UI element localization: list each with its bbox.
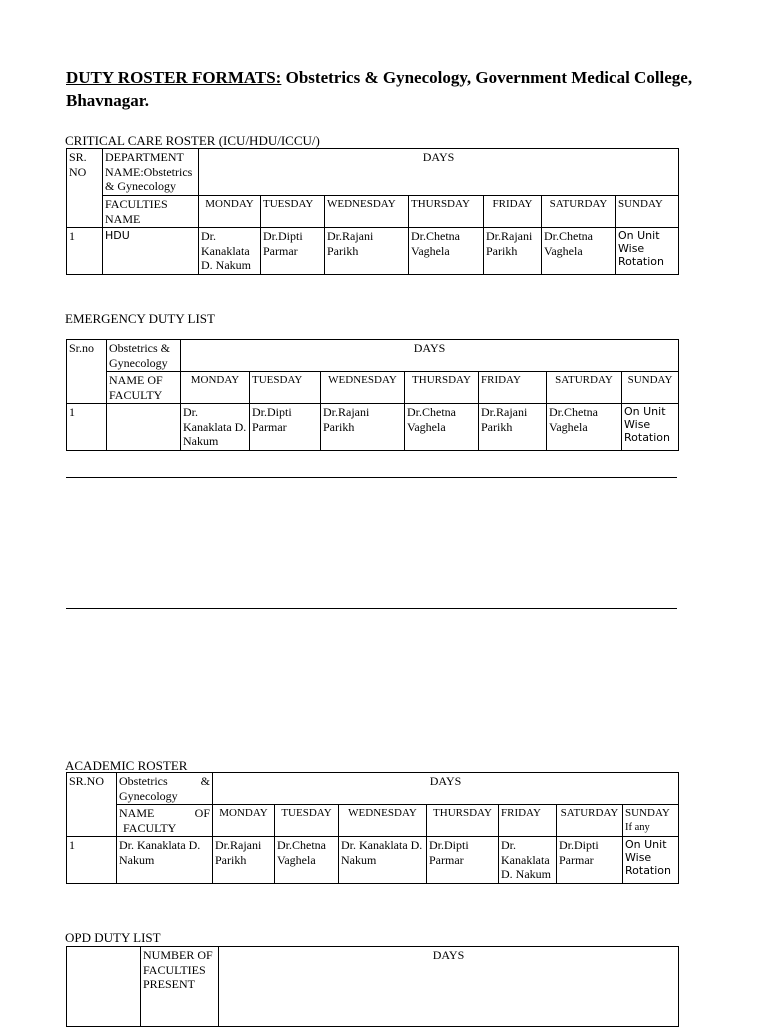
day-saturday: SATURDAY [547,372,622,404]
table-row [67,196,679,228]
day-friday: FRIDAY [484,196,542,228]
opd-empty-cell [67,947,141,1027]
duty-cell: Dr.Rajani Parikh [484,228,542,275]
sr-header: SR.NO [67,773,117,837]
day-wednesday: WEDNESDAY [339,805,427,837]
academic-roster-label: ACADEMIC ROSTER [65,758,188,773]
dept-word-1: Obstetrics [119,774,168,788]
sr-cell: 1 [67,228,103,275]
sr-header: Sr.no [67,340,107,404]
title-underlined: DUTY ROSTER FORMATS: [66,68,282,87]
dept-word-3: Gynecology [119,788,178,803]
day-sunday: SUNDAY [622,372,679,404]
faculty-word-1: NAME [119,806,155,820]
table-row [67,837,679,884]
days-header: DAYS [213,773,679,805]
days-header: DAYS [181,340,679,372]
day-saturday: SATURDAY [542,196,616,228]
sr-cell: 1 [67,404,107,451]
day-sunday [623,805,679,837]
duty-cell: On Unit Wise Rotation [616,228,679,275]
table-row [67,228,679,275]
sr-header: SR. NO [67,149,103,228]
name-cell: Dr. Kanaklata D. Nakum [117,837,213,884]
department-header: DEPARTMENT NAME:Obstetrics & Gynecology [103,149,199,196]
name-cell [107,404,181,451]
table-row [67,805,679,837]
duty-cell: Dr.Rajani Parikh [321,404,405,451]
duty-cell: On Unit Wise Rotation [622,404,679,451]
day-saturday: SATURDAY [557,805,623,837]
faculty-header [117,805,213,837]
title-rest: Obstetrics & Gynecology, Government Medical College, Bhavnagar. [66,68,693,110]
duty-cell: Dr.Dipti Parmar [261,228,325,275]
critical-care-table [66,148,679,275]
sunday-note: If any [625,821,650,833]
days-header: DAYS [219,947,679,1027]
duty-cell: Dr.Chetna Vaghela [547,404,622,451]
day-monday: MONDAY [213,805,275,837]
faculty-header: NAME OF FACULTY [107,372,181,404]
opd-duty-label: OPD DUTY LIST [65,930,161,945]
duty-cell: Dr.Dipti Parmar [427,837,499,884]
duty-cell: Dr.Rajani Parikh [213,837,275,884]
day-wednesday: WEDNESDAY [321,372,405,404]
dept-word-2: & [200,774,210,788]
day-tuesday: TUESDAY [275,805,339,837]
duty-cell: Dr.Chetna Vaghela [542,228,616,275]
day-thursday: THURSDAY [409,196,484,228]
department-header: Obstetrics & Gynecology [107,340,181,372]
duty-cell: Dr. Kanaklata D. Nakum [181,404,250,451]
duty-cell: Dr. Kanaklata D. Nakum [199,228,261,275]
table-row [67,149,679,196]
duty-cell: Dr.Chetna Vaghela [409,228,484,275]
duty-cell: Dr. Kanaklata D. Nakum [499,837,557,884]
duty-cell: Dr.Dipti Parmar [557,837,623,884]
unit-cell: HDU [103,228,199,275]
faculty-word-3: FACULTY [123,820,177,835]
page-title [66,66,706,112]
duty-cell: On Unit Wise Rotation [623,837,679,884]
day-sunday: SUNDAY [616,196,679,228]
day-thursday: THURSDAY [405,372,479,404]
emergency-duty-table [66,339,679,451]
table-row [67,773,679,805]
faculties-header: FACULTIES NAME [103,196,199,228]
duty-cell: Dr.Rajani Parikh [479,404,547,451]
faculty-word-2: OF [194,806,210,820]
day-monday: MONDAY [199,196,261,228]
days-header: DAYS [199,149,679,196]
faculties-present-header: NUMBER OF FACULTIES PRESENT [141,947,219,1027]
day-wednesday: WEDNESDAY [325,196,409,228]
day-sunday-label: SUNDAY [625,807,670,819]
table-row [67,340,679,372]
duty-cell: Dr.Rajani Parikh [325,228,409,275]
opd-duty-table [66,946,679,1027]
divider-line [66,477,677,478]
table-row [67,372,679,404]
department-header [117,773,213,805]
duty-cell: Dr.Dipti Parmar [250,404,321,451]
table-row [67,404,679,451]
table-row [67,947,679,1027]
day-tuesday: TUESDAY [261,196,325,228]
day-friday: FRIDAY [479,372,547,404]
day-monday: MONDAY [181,372,250,404]
critical-care-label: CRITICAL CARE ROSTER (ICU/HDU/ICCU/) [65,133,320,148]
day-tuesday: TUESDAY [250,372,321,404]
sr-cell: 1 [67,837,117,884]
emergency-duty-label: EMERGENCY DUTY LIST [65,311,215,326]
duty-cell: Dr.Chetna Vaghela [275,837,339,884]
duty-cell: Dr. Kanaklata D. Nakum [339,837,427,884]
day-thursday: THURSDAY [427,805,499,837]
academic-roster-table [66,772,679,884]
day-friday: FRIDAY [499,805,557,837]
divider-line [66,608,677,609]
duty-cell: Dr.Chetna Vaghela [405,404,479,451]
